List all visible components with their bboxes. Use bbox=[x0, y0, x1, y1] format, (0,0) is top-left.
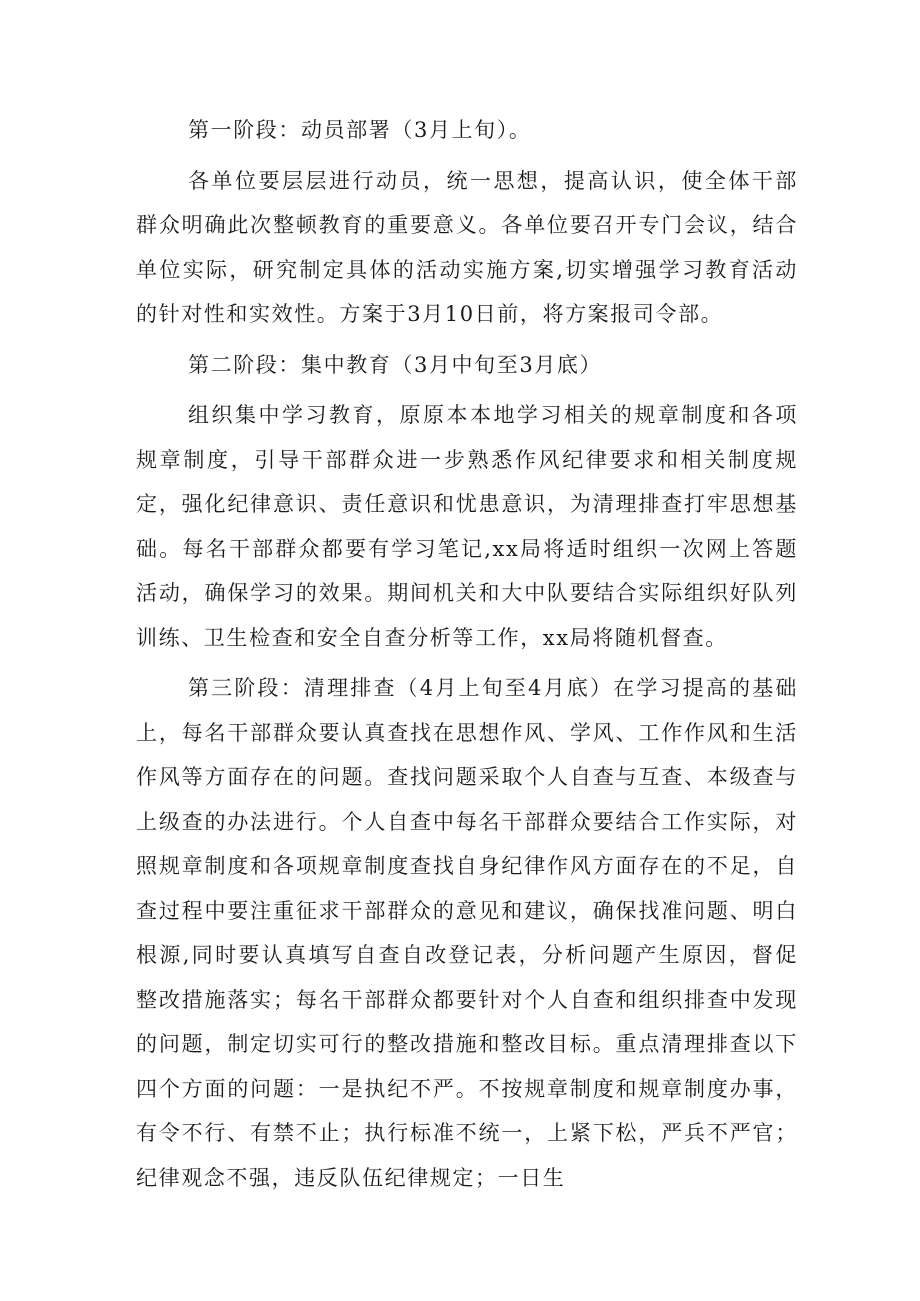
stage-two-body: 组织集中学习教育，原原本本地学习相关的规章制度和各项规章制度，引导干部群众进一步熟悉作风纪律要求和相关制度规定，强化纪律意识、责任意识和忧患意识，为清理排查打牢思想基础。每名干部群众都要有学习笔记,xx局将适时组织一次网上答题活动，确保学习的效果。期间机关和大中队要结合实际组织好队列训练、卫生检查和安全自查分析等工作，xx局将随机督查。 bbox=[136, 403, 798, 650]
stage-three-body: 第三阶段：清理排查（4月上旬至4月底）在学习提高的基础上，每名干部群众要认真查找在思想作风、学风、工作作风和生活作风等方面存在的问题。查找问题采取个人自查与互查、本级查与上级查的办法进行。个人自查中每名干部群众要结合工作实际，对照规章制度和各项规章制度查找自身纪律作风方面存在的不足，自查过程中要注重征求干部群众的意见和建议，确保找准问题、明白根源,同时要认真填写自查自改登记表，分析问题产生原因，督促整改措施落实；每名干部群众都要针对个人自查和组织排查中发现的问题，制定切实可行的整改措施和整改目标。重点清理排查以下四个方面的问题：一是执纪不严。不按规章制度和规章制度办事，有令不行、有禁不止；执行标准不统一，上紧下松，严兵不严官；纪律观念不强，违反队伍纪律规定；一日生 bbox=[136, 676, 798, 1190]
stage-one-heading: 第一阶段：动员部署（3月上旬）。 bbox=[188, 118, 532, 142]
stage-one-body: 各单位要层层进行动员，统一思想，提高认识，使全体干部群众明确此次整顿教育的重要意义。各单位要召开专门会议，结合单位实际，研究制定具体的活动实施方案,切实增强学习教育活动的针对性和实效性。方案于3月10日前，将方案报司令部。 bbox=[136, 168, 798, 326]
stage-two-heading: 第二阶段：集中教育（3月中旬至3月底） bbox=[188, 352, 603, 377]
